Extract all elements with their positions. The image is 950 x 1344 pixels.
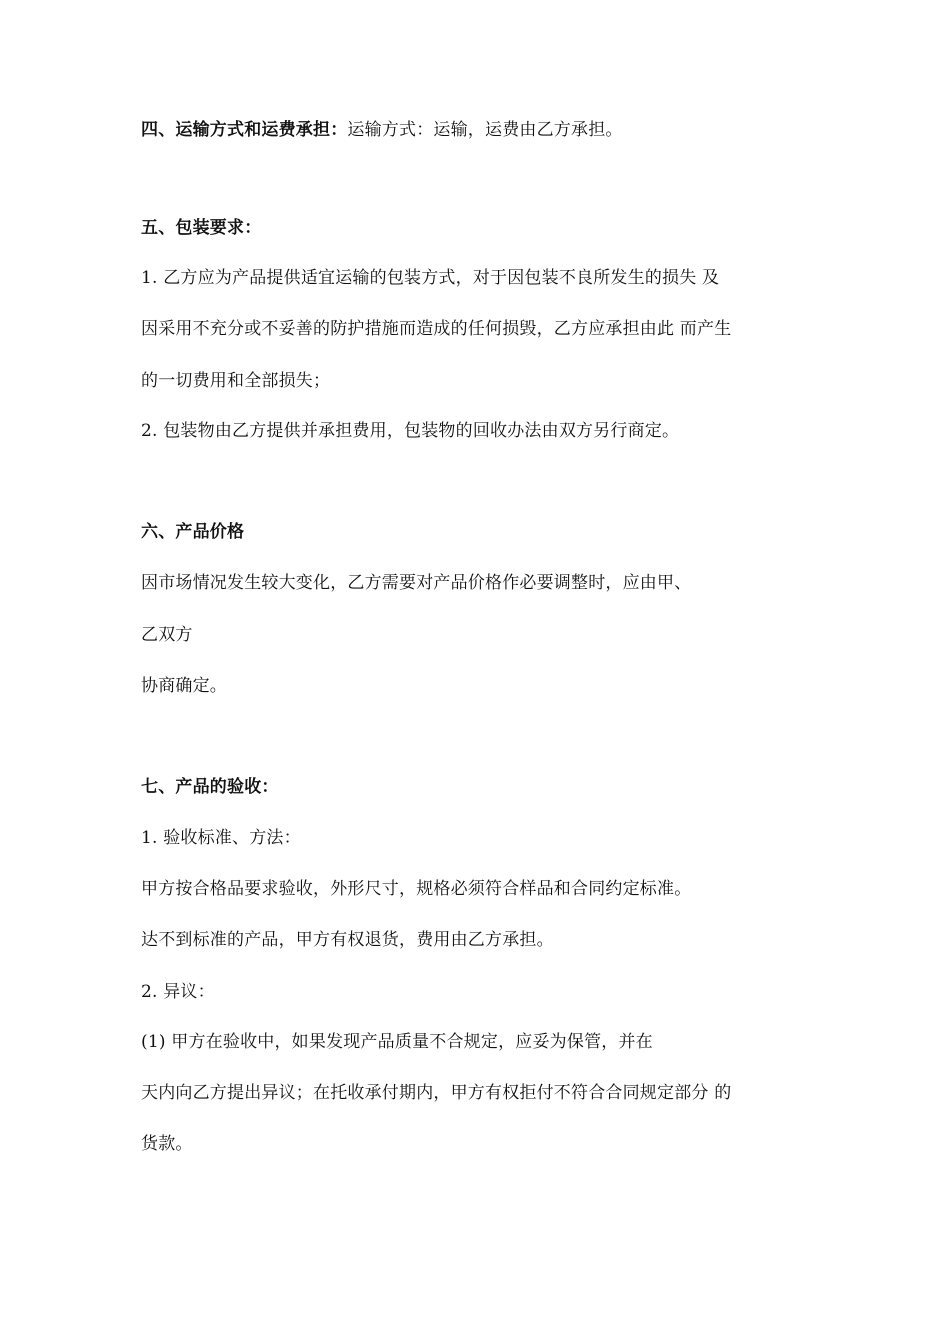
section-6-heading: 六、产品价格 bbox=[141, 522, 245, 542]
section-6-line-2: 乙双方 bbox=[141, 625, 193, 645]
section-7-heading: 七、产品的验收： bbox=[141, 777, 279, 797]
section-7-line-3: 达不到标准的产品，甲方有权退货，费用由乙方承担。 bbox=[141, 930, 554, 950]
section-5-heading: 五、包装要求： bbox=[141, 218, 262, 238]
section-7-line-4: 2. 异议： bbox=[141, 982, 215, 1002]
section-7-line-2: 甲方按合格品要求验收，外形尺寸，规格必须符合样品和合同约定标准。 bbox=[141, 879, 692, 899]
section-6-line-1: 因市场情况发生较大变化，乙方需要对产品价格作必要调整时，应由甲、 bbox=[141, 573, 692, 593]
section-7-line-6: 天内向乙方提出异议；在托收承付期内，甲方有权拒付不符合合同规定部分 的 bbox=[141, 1083, 732, 1103]
section-5-line-3: 的一切费用和全部损失； bbox=[141, 371, 331, 391]
section-5-line-4: 2. 包装物由乙方提供并承担费用，包装物的回收办法由双方另行商定。 bbox=[141, 421, 680, 441]
section-4-heading: 四、运输方式和运费承担 bbox=[141, 120, 331, 140]
section-7-line-5: (1) 甲方在验收中，如果发现产品质量不合规定，应妥为保管，并在 bbox=[141, 1032, 653, 1052]
section-4-line bbox=[141, 117, 623, 143]
section-4-text: 运输方式：运输，运费由乙方承担。 bbox=[347, 120, 623, 140]
section-7-line-1: 1. 验收标准、方法： bbox=[141, 828, 301, 848]
section-5-line-1: 1. 乙方应为产品提供适宜运输的包装方式，对于因包装不良所发生的损失 及 bbox=[141, 268, 720, 288]
section-4-colon: ： bbox=[330, 120, 348, 140]
section-5-line-2: 因采用不充分或不妥善的防护措施而造成的任何损毁，乙方应承担由此 而产生 bbox=[141, 319, 732, 339]
section-7-line-7: 货款。 bbox=[141, 1134, 193, 1154]
section-6-line-3: 协商确定。 bbox=[141, 676, 227, 696]
